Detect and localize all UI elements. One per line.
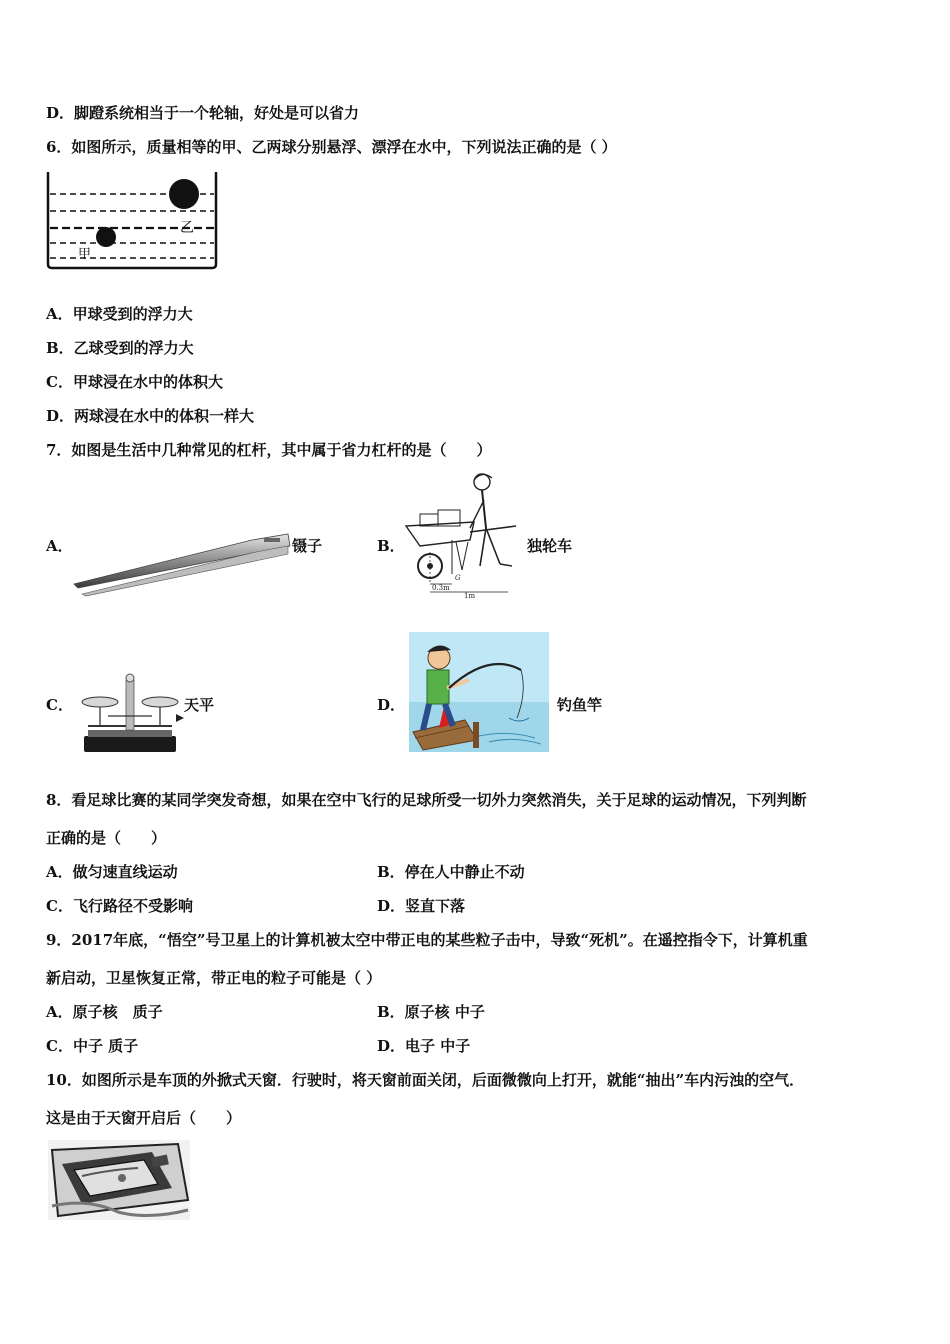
balance-scale-figure bbox=[74, 670, 184, 756]
q9-option-b: B．原子核 中子 bbox=[377, 1003, 485, 1021]
q7-option-a-letter: A． bbox=[46, 537, 73, 555]
q8-stem-line1: 8．看足球比赛的某同学突发奇想，如果在空中飞行的足球所受一切外力突然消失，关于足球的运动情况，下列判断 bbox=[46, 791, 807, 809]
fishing-rod-figure bbox=[409, 632, 549, 752]
q7-option-d-name: 钓鱼竿 bbox=[557, 696, 603, 714]
q7-option-c-name: 天平 bbox=[184, 696, 215, 714]
q8-option-b: B．停在人中静止不动 bbox=[377, 863, 525, 881]
q10-stem-line2: 这是由于天窗开启后（ ） bbox=[46, 1109, 242, 1127]
label-jia: 甲 bbox=[78, 247, 92, 262]
q7-option-a-name: 镊子 bbox=[292, 537, 323, 555]
q7-stem: 7．如图是生活中几种常见的杠杆，其中属于省力杠杆的是（ ） bbox=[46, 441, 492, 459]
q7-option-d-letter: D． bbox=[377, 696, 406, 714]
dimension-small: 0.3m bbox=[432, 584, 450, 592]
ball-yi bbox=[169, 179, 199, 209]
q9-stem-line1: 9．2017年底，“悟空”号卫星上的计算机被太空中带正电的某些粒子击中，导致“死机”。在遥控指令下，计算机重 bbox=[46, 931, 808, 949]
q9-option-d: D．电子 中子 bbox=[377, 1037, 471, 1055]
q9-stem-line2: 新启动，卫星恢复正常，带正电的粒子可能是（ ） bbox=[46, 969, 382, 987]
car-sunroof-figure bbox=[48, 1140, 190, 1220]
q5-option-d: D．脚蹬系统相当于一个轮轴，好处是可以省力 bbox=[46, 104, 360, 122]
gravity-label: G bbox=[455, 574, 461, 582]
q8-option-a: A．做匀速直线运动 bbox=[46, 863, 178, 881]
wheelbarrow-figure bbox=[400, 470, 530, 600]
dimension-large: 1m bbox=[464, 592, 476, 600]
q8-stem-line2: 正确的是（ ） bbox=[46, 829, 167, 847]
q8-option-c: C．飞行路径不受影响 bbox=[46, 897, 193, 915]
q6-water-container-figure bbox=[44, 170, 224, 272]
tweezers-figure bbox=[72, 530, 294, 600]
q6-stem: 6．如图所示，质量相等的甲、乙两球分别悬浮、漂浮在水中，下列说法正确的是（ ） bbox=[46, 138, 617, 156]
q7-option-b-letter: B． bbox=[377, 537, 405, 555]
q6-option-c: C．甲球浸在水中的体积大 bbox=[46, 373, 223, 391]
q7-option-c-letter: C． bbox=[46, 696, 73, 714]
q10-stem-line1: 10．如图所示是车顶的外掀式天窗．行驶时，将天窗前面关闭，后面微微向上打开，就能“抽出”车内污浊的空气． bbox=[46, 1071, 805, 1089]
q9-option-c: C．中子 质子 bbox=[46, 1037, 139, 1055]
q6-option-a: A．甲球受到的浮力大 bbox=[46, 305, 193, 323]
q9-option-a: A．原子核 质子 bbox=[46, 1003, 163, 1021]
q6-option-d: D．两球浸在水中的体积一样大 bbox=[46, 407, 255, 425]
ball-jia bbox=[96, 227, 116, 247]
q7-option-b-name: 独轮车 bbox=[527, 537, 573, 555]
q8-option-d: D．竖直下落 bbox=[377, 897, 466, 915]
label-yi: 乙 bbox=[180, 220, 194, 236]
q6-option-b: B．乙球受到的浮力大 bbox=[46, 339, 194, 357]
